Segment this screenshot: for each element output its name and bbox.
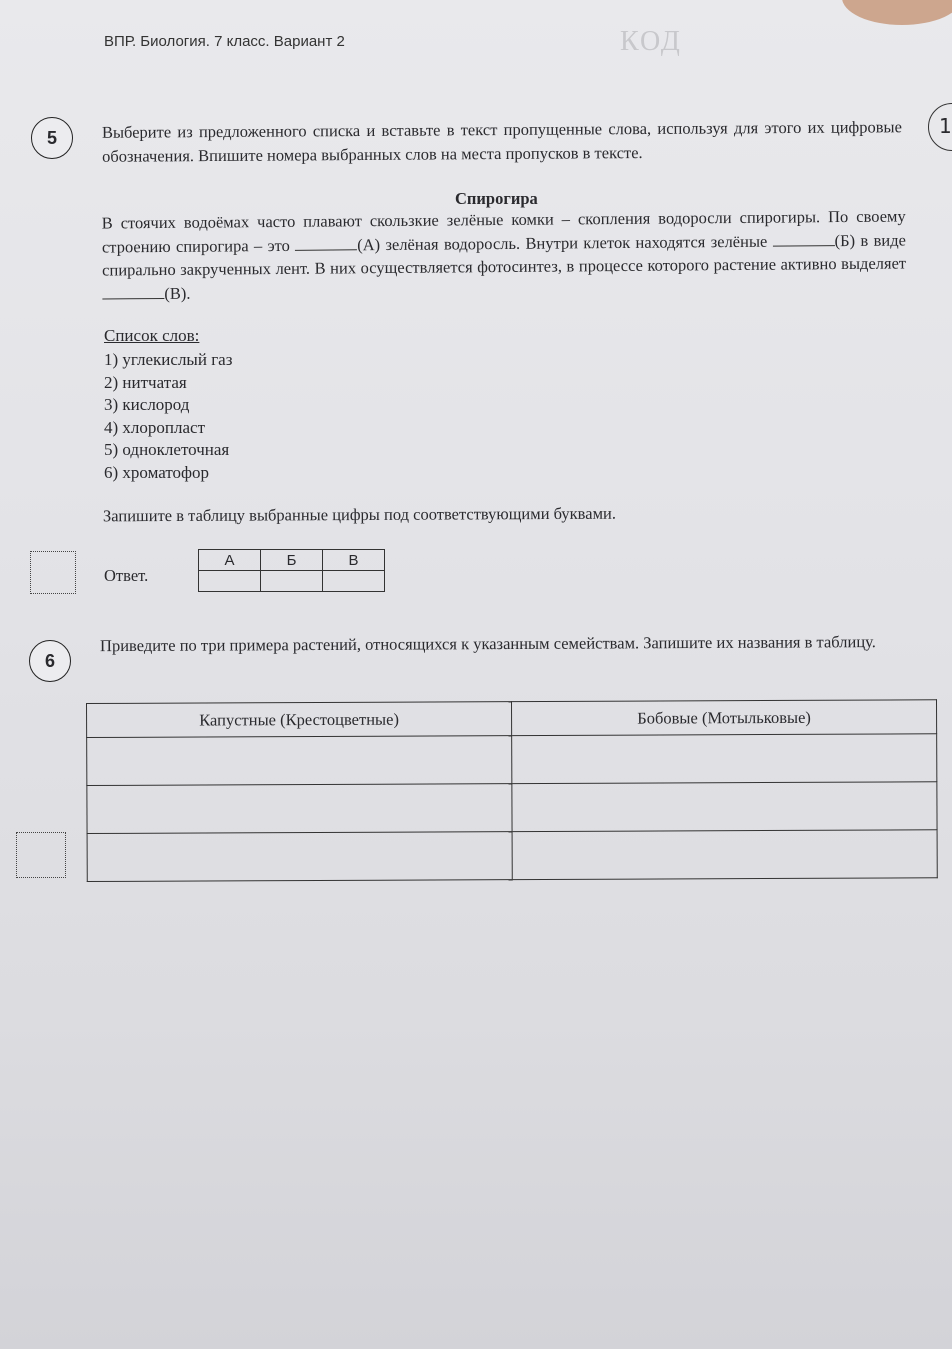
- score-box-q5: [30, 551, 76, 594]
- text-part-3: (Б) в виде спирально закрученных лент. В них осуществляется фотосинтез, в процессе которого растение активно выделяет: [102, 229, 907, 280]
- word-item: 4) хлоропласт: [104, 417, 205, 437]
- edge-number-label: 1: [939, 114, 952, 138]
- word-item: 1) углекислый газ: [104, 350, 233, 369]
- answer-header-a: А: [199, 550, 261, 571]
- code-label: КОД: [620, 26, 682, 57]
- family-cell[interactable]: [512, 734, 937, 784]
- question-5-instruction: Выберите из предложенного списка и вставьте в текст пропущенные слова, используя для этого их цифровые обозначения. Впишите номера выбранных слов на места пропусков в тексте.: [101, 117, 902, 166]
- word-item: 6) хроматофор: [104, 462, 210, 482]
- score-box-q6: [16, 832, 66, 878]
- answer-header-c: В: [323, 550, 385, 571]
- text-title: Спирогира: [455, 189, 538, 208]
- answer-cell-a[interactable]: [199, 571, 261, 592]
- question-6-number: 6: [29, 640, 71, 682]
- text-part-2: (А) зелёная водоросль. Внутри клеток находятся зелёные: [357, 231, 768, 254]
- answer-cell-b[interactable]: [261, 571, 323, 592]
- question-6-instruction: Приведите по три примера растений, относящихся к указанным семействам. Запишите их названия в таблицу.: [99, 632, 876, 656]
- question-5-number: 5: [31, 117, 73, 159]
- text-part-1: В стоячих водоёмах часто плавают скользкие зелёные комки – скопления водоросли спирогиры. По своему строению спирогира – это: [101, 206, 906, 257]
- text-part-4: (В).: [164, 283, 191, 303]
- family-cell[interactable]: [87, 832, 512, 882]
- family-header-fabaceae: Бобовые (Мотыльковые): [511, 700, 936, 736]
- word-item: 2) нитчатая: [104, 372, 187, 392]
- blank-b[interactable]: [773, 231, 835, 247]
- answer-table: [198, 549, 385, 592]
- family-header-brassicaceae: Капустные (Крестоцветные): [87, 702, 512, 738]
- answer-cell-c[interactable]: [323, 571, 385, 592]
- family-cell[interactable]: [87, 784, 512, 834]
- table-instruction: Запишите в таблицу выбранные цифры под соответствующими буквами.: [102, 503, 616, 526]
- answer-label: Ответ.: [104, 566, 149, 585]
- blank-a[interactable]: [295, 235, 357, 251]
- word-item: 5) одноклеточная: [104, 440, 230, 460]
- family-cell[interactable]: [512, 782, 937, 832]
- answer-header-b: Б: [261, 550, 323, 571]
- next-page-question-number: [928, 103, 952, 151]
- blank-c[interactable]: [102, 283, 164, 299]
- family-cell[interactable]: [512, 830, 937, 880]
- family-cell[interactable]: [87, 736, 512, 786]
- word-item: 3) кислород: [104, 395, 190, 415]
- page-header: ВПР. Биология. 7 класс. Вариант 2: [104, 33, 345, 50]
- word-list: [104, 349, 232, 485]
- word-list-title: Список слов:: [104, 326, 200, 345]
- gap-fill-text: [102, 204, 907, 305]
- finger-shadow: [842, 0, 952, 25]
- families-table: [86, 699, 938, 882]
